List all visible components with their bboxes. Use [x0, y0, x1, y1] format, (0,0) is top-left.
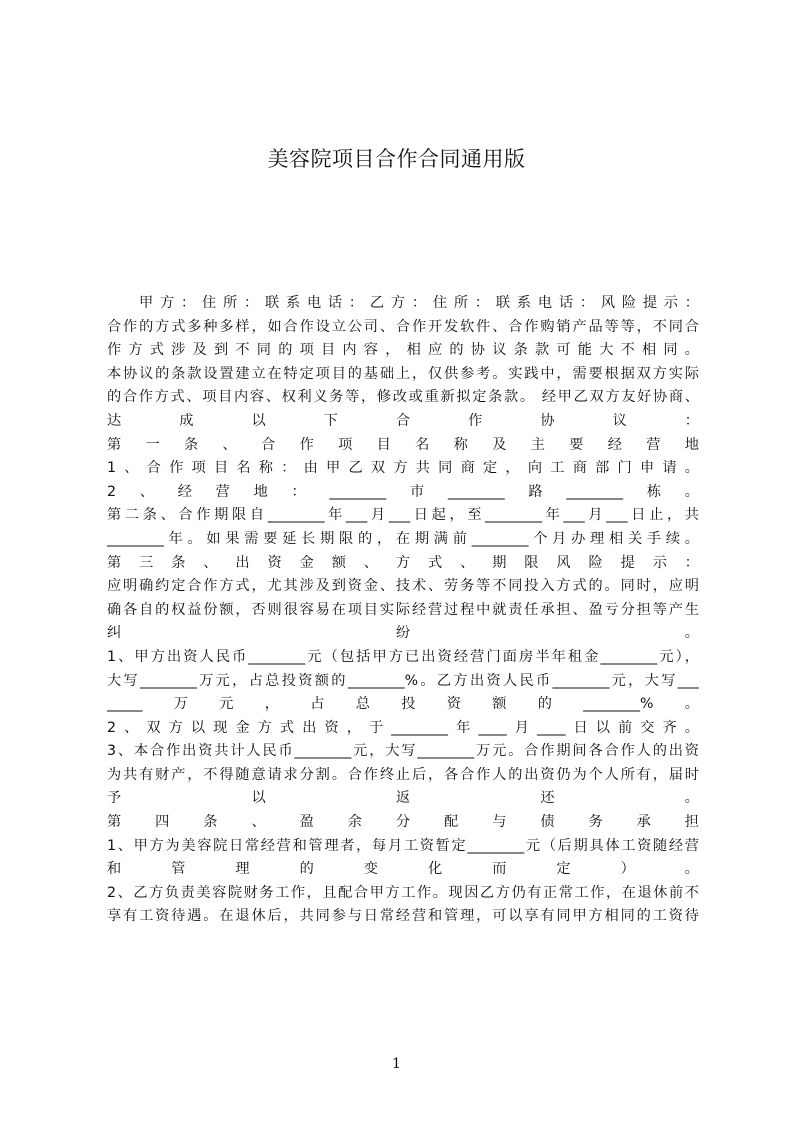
page-number: 1	[392, 1056, 401, 1072]
document-body	[107, 292, 699, 929]
body-line: 纠 纷 。	[107, 625, 699, 642]
body-line: 作方式涉及到不同的项目内容，相应的协议条款可能大不相同。	[107, 342, 699, 359]
body-line: 合作的方式多种多样，如合作设立公司、合作开发软件、合作购销产品等等，不同合	[107, 318, 699, 335]
section-heading-1: 第 一 条 、 合 作 项 目 名 称 及 主 要 经 营 地	[107, 436, 699, 453]
body-line: 享有工资待遇。在退休后，共同参与日常经营和管理，可以享有同甲方相同的工资待	[107, 908, 699, 925]
body-line: 大写________万元，占总投资额的________%。乙方出资人民币________元，大写___	[107, 672, 699, 689]
body-line: 2、双方以现金方式出资，于________年____月____日以前交齐。	[107, 719, 699, 736]
body-line: 3、本合作出资共计人民币________元，大写________万元。合作期间各合作人的出资	[107, 743, 699, 760]
section-heading-2: 第二条、合作期限自________年___月___日起，至________年___月___日止，共	[107, 507, 699, 524]
body-line: 达 成 以 下 合 作 协 议 ：	[107, 412, 699, 429]
body-line: 1、甲方出资人民币________元（包括甲方已出资经营门面房半年租金________元），	[107, 648, 699, 665]
body-line: 应明确约定合作方式，尤其涉及到资金、技术、劳务等不同投入方式的。同时，应明	[107, 578, 699, 595]
section-heading-3: 第 三 条 、 出 资 金 额 、 方 式 、 期 限 风 险 提 示 ：	[107, 554, 699, 571]
body-line: 予 以 返 还 。	[107, 790, 699, 807]
body-line: 确各自的权益份额，否则很容易在项目实际经营过程中就责任承担、盈亏分担等产生	[107, 601, 699, 618]
body-line: 1、甲方为美容院日常经营和管理者，每月工资暂定________元（后期具体工资随经营	[107, 837, 699, 854]
body-line: 甲方：住所：联系电话：乙方：住所：联系电话：风险提示：	[139, 295, 699, 311]
body-line: 本协议的条款设置建立在特定项目的基础上，仅供参考。实践中，需要根据双方实际	[107, 365, 699, 382]
body-line: 1、合作项目名称：由甲乙双方共同商定，向工商部门申请。	[107, 460, 699, 477]
section-heading-4: 第 四 条 、 盈 余 分 配 与 债 务 承 担	[107, 814, 699, 831]
body-line: ________年。如果需要延长期限的，在期满前________个月办理相关手续。	[107, 530, 699, 547]
body-line: 2、经营地：________市________路________栋。	[107, 483, 699, 500]
body-line: 为共有财产，不得随意请求分割。合作终止后，各合作人的出资仍为个人所有，届时	[107, 766, 699, 783]
body-line: 和 管 理 的 变 化 而 定 ） 。	[107, 861, 699, 878]
body-line: _____万元，占总投资额的________%。	[107, 696, 699, 713]
body-line: 2、乙方负责美容院财务工作，且配合甲方工作。现因乙方仍有正常工作，在退休前不	[107, 884, 699, 901]
body-line: 的合作方式、项目内容、权利义务等，修改或重新拟定条款。 经甲乙双方友好协商、	[107, 389, 699, 406]
document-title: 美容院项目合作合同通用版	[267, 147, 526, 171]
